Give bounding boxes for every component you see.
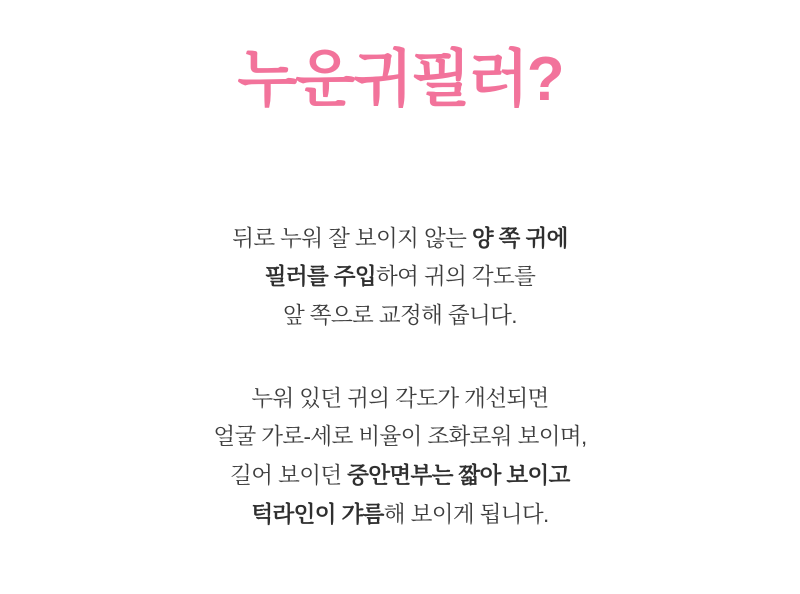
paragraph-1-line-3 bbox=[232, 297, 567, 336]
text-segment: 뒤로 누워 잘 보이지 않는 bbox=[232, 225, 472, 251]
text-segment: 길어 보이던 bbox=[230, 463, 348, 489]
text-segment: 해 보이게 됩니다. bbox=[383, 501, 549, 527]
paragraph-2-line-2 bbox=[213, 418, 586, 457]
text-segment: 얼굴 가로-세로 비율이 조화로워 보이며, bbox=[213, 424, 587, 450]
emphasis-text: 턱라인이 갸름 bbox=[251, 501, 384, 527]
text-segment: 하여 귀의 각도를 bbox=[376, 264, 536, 290]
description-paragraph-1 bbox=[232, 220, 567, 336]
paragraph-2-line-1 bbox=[213, 380, 586, 419]
emphasis-text: 필러를 주입 bbox=[264, 264, 377, 290]
text-segment: 누워 있던 귀의 각도가 개선되면 bbox=[251, 385, 549, 411]
paragraph-1-line-2 bbox=[232, 258, 567, 297]
description-paragraph-2 bbox=[213, 380, 586, 535]
paragraph-2-line-4 bbox=[213, 496, 586, 535]
emphasis-text: 양 쪽 귀에 bbox=[471, 225, 568, 251]
emphasis-text: 중안면부는 짧아 보이고 bbox=[347, 463, 570, 489]
page-title: 누운귀필러? bbox=[237, 45, 563, 114]
text-segment: 앞 쪽으로 교정해 줍니다. bbox=[283, 303, 517, 329]
paragraph-2-line-3 bbox=[213, 457, 586, 496]
paragraph-1-line-1 bbox=[232, 220, 567, 259]
